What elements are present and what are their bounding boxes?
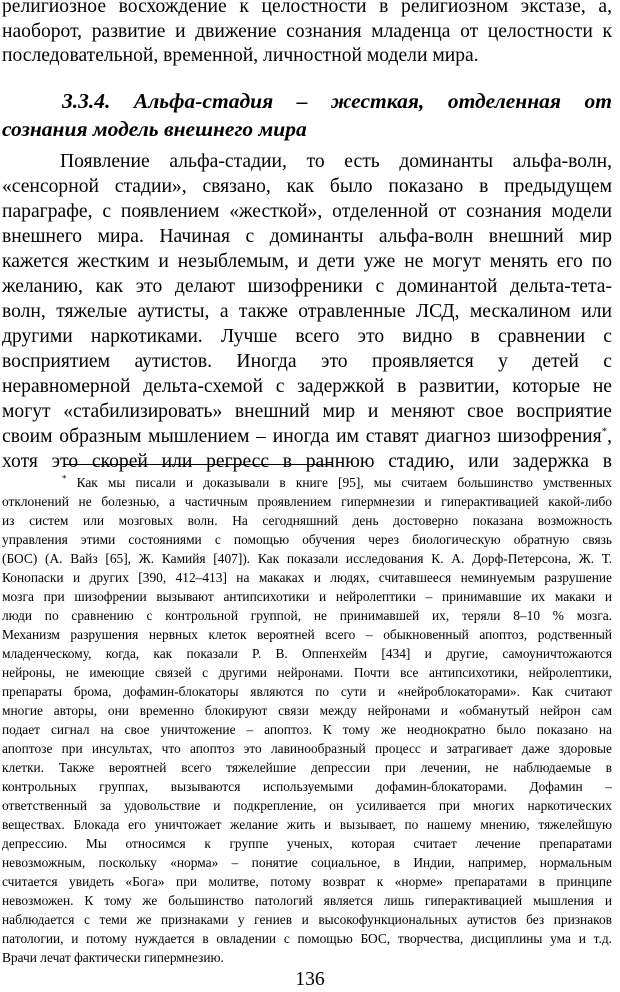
text-line: внешнего мира. Начиная с доминанты альфа-волн внешний мир <box>2 226 612 247</box>
footnote-line: наблюдается с теми же признаками у гениев и высокофункциональных аутистов без признаков <box>2 912 612 927</box>
footnote-line: невозможен. К тому же большинство патологий является лишь гиперактивацией мышления и <box>2 893 612 908</box>
footnote-line: препараты брома, дофамин-блокаторы являются по сути и «нейроблокаторами». Как считают <box>2 684 612 699</box>
section-heading-line-2: сознания модель внешнего мира <box>2 117 307 141</box>
text-line: Появление альфа-стадии, то есть доминанты альфа-волн, <box>60 151 612 172</box>
text-line: наоборот, развитие и движение сознания младенца от целостности к <box>2 21 612 42</box>
footnote-line: управления этими состояниями с помощью обучения через биологическую обратную связь <box>2 532 612 547</box>
footnote-line: нейроны, не имеющие связей с другими нейронами. Почти все антипсихотики, нейролептики, <box>2 665 612 680</box>
text-line: хотя это скорей или регресс в раннюю стадию, или задержка в <box>2 451 612 472</box>
text-line: последовательной, временной, личностной модели мира. <box>2 45 479 66</box>
text-line: волн, тяжелые аутисты, а также отравленные ЛСД, мескалином или <box>2 301 612 322</box>
footnote-line: многие авторы, они временно блокируют связи между нейронами и «обманутый нейрон сам <box>2 703 612 718</box>
text-line: другими наркотиками. Лучше всего это видно в сравнении с <box>2 326 612 347</box>
footnote-line: депрессию. Мы относимся к группе ученых, которая считает лечение препаратами <box>2 836 612 851</box>
footnote-line-content: Как мы писали и доказывали в книге [95], мы считаем большинство умственных <box>76 475 612 490</box>
footnote-line: считается увидеть «Бога» при молитве, потому возврат к «норме» препаратами в принципе <box>2 874 612 889</box>
text-line: восприятием аутистов. Иногда это проявляется у детей с <box>2 351 612 372</box>
footnote-line: Конопаски и других [390, 412–413] на макаках и людях, считавшееся неминуемым разрушение <box>2 570 612 585</box>
footnote-first-line <box>62 474 612 493</box>
footnote-line: люди по сравнению с контрольной группой, не принимавшей их, теряли 8–10 % мозга. <box>2 608 612 623</box>
footnote-line: контрольных группах, вызываются используемыми дофамин-блокаторами. Дофамин – <box>2 779 612 794</box>
footnote-separator <box>64 464 332 465</box>
footnote-line: младенческому, когда, как показали Р. В. Оппенхейм [434] и другие, самоуничтожаются <box>2 646 612 661</box>
footnote-line: подает сигнал на свое уничтожение – апоптоз. К тому же неоднократно было показано на <box>2 722 612 737</box>
footnote-line: клетки. Также вероятней всего тяжелейшие депрессии при лечении, не наблюдаемые в <box>2 760 612 775</box>
footnote-line: Врачи лечат фактически гипермнезию. <box>2 950 224 965</box>
footnote-line: мозга при шизофрении вызывают антипсихотики и нейролептики – принимавшие их макаки и <box>2 589 612 604</box>
text-line-suffix: , <box>607 426 612 447</box>
footnote-line: из систем или мозговых волн. На сегодняшний день достоверно показана возможность <box>2 513 612 528</box>
text-line: желанию, как это делают шизофреники с доминантой дельта-тета- <box>2 276 612 297</box>
footnote-line: веществах. Блокада его уничтожает желание жить и вызывает, по нашему мнению, тяжелейшую <box>2 817 612 832</box>
footnote-line: отклонений не болезнью, а частичным проявлением гипермнезии и гиперактивацией какой-либо <box>2 494 612 509</box>
footnote-line: патологии, и потому нуждается в овладении с помощью БОС, творчества, дисциплины ума и т.д. <box>2 931 612 946</box>
footnote-marker: * <box>62 473 67 484</box>
page-number: 136 <box>295 969 325 990</box>
footnote-line: невозможным, поскольку «норма» – понятие социальное, в Индии, например, нормальным <box>2 855 612 870</box>
section-heading-line-1: 3.3.4. Альфа-стадия – жесткая, отделенная от <box>62 89 612 113</box>
text-line-with-footnote <box>2 425 612 448</box>
text-line: параграфе, с появлением «жесткой», отделенной от сознания модели <box>2 201 612 222</box>
text-line: «сенсорной стадии», связано, как было показано в предыдущем <box>2 176 612 197</box>
text-line: могут «стабилизировать» внешний мир и меняют свое восприятие <box>2 401 612 422</box>
footnote-line: Механизм разрушения нервных клеток вероятней всего – обыкновенный апоптоз, родственный <box>2 627 612 642</box>
footnote-line: апоптозе при инсультах, что апоптоз это лавинообразный процесс и затрагивает даже здоровые <box>2 741 612 756</box>
footnote-reference[interactable]: * <box>601 425 608 438</box>
text-line-content: своим образным мышлением – иногда им ставят диагноз шизофрения <box>2 426 602 447</box>
footnote-line: ответственный за удовольствие и подкрепление, он усиливается при многих наркотических <box>2 798 612 813</box>
text-line: кажется жестким и незыблемым, и дети уже не могут менять его по <box>2 251 612 272</box>
text-line: религиозное восхождение к целостности в религиозном экстазе, а, <box>2 0 612 17</box>
text-line: неравномерной дельта-схемой с задержкой в развитии, которые не <box>2 376 612 397</box>
footnote-line: (БОС) (А. Вайз [65], Ж. Камийя [407]). Как показали исследования К. А. Дорф-Петерсона, Ж. Т. <box>2 551 612 566</box>
